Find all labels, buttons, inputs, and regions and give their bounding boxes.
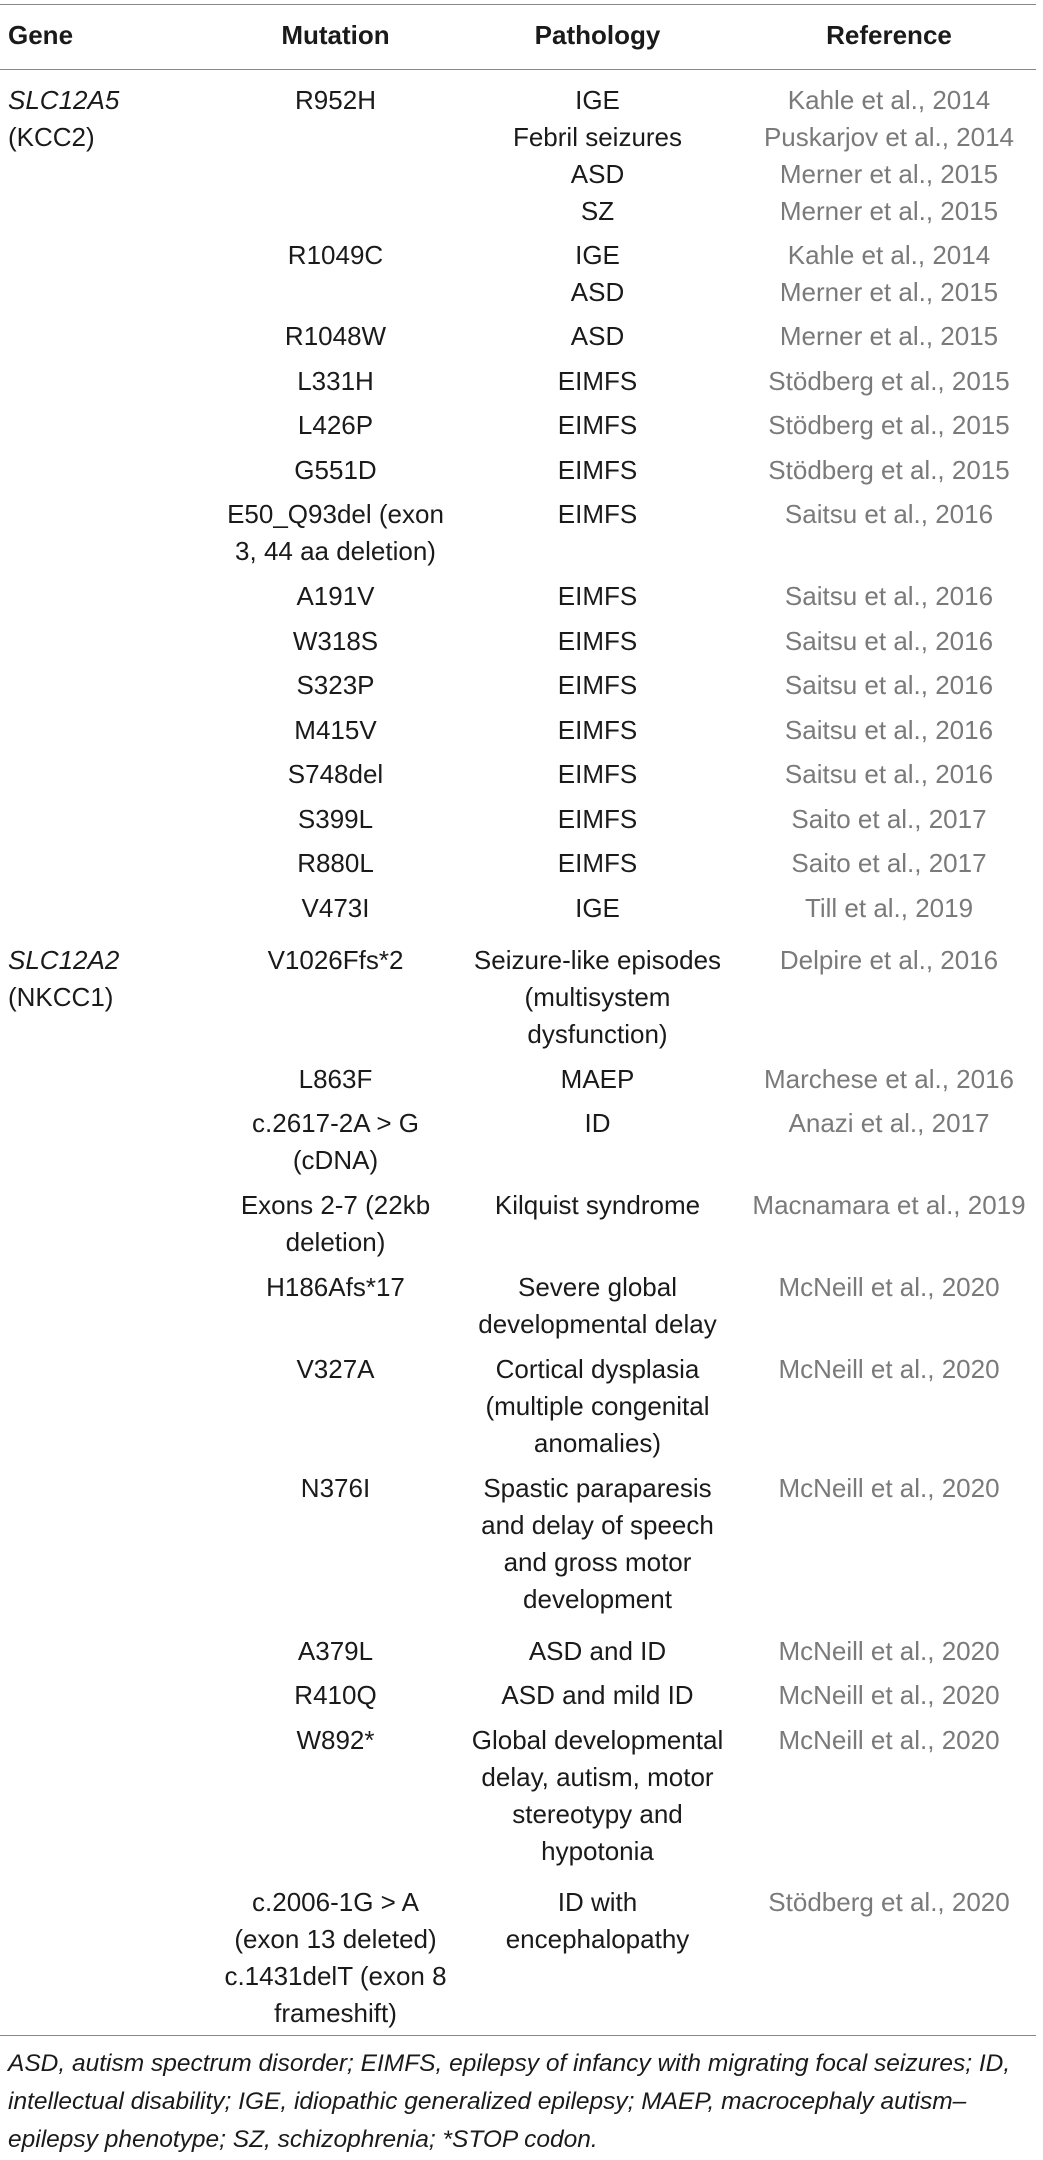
mutation-cell: c.1431delT (exon 8 xyxy=(224,1961,447,1991)
pathology-cell: dysfunction) xyxy=(527,1019,668,1049)
reference-cell: Saitsu et al., 2016 xyxy=(784,670,994,700)
pathology-cell: Global developmental xyxy=(471,1725,724,1755)
mutation-cell: R1049C xyxy=(287,240,384,270)
pathology-cell: EIMFS xyxy=(557,804,638,834)
pathology-cell: EIMFS xyxy=(557,759,638,789)
pathology-cell: IGE xyxy=(575,240,620,270)
pathology-cell: Kilquist syndrome xyxy=(494,1190,701,1220)
mutation-cell: 3, 44 aa deletion) xyxy=(235,536,436,566)
reference-cell: McNeill et al., 2020 xyxy=(778,1354,1000,1384)
mutation-cell: W892* xyxy=(296,1725,375,1755)
pathology-cell: EIMFS xyxy=(557,581,638,611)
mutation-cell: L863F xyxy=(298,1064,373,1094)
pathology-cell: hypotonia xyxy=(541,1836,654,1866)
pathology-cell: encephalopathy xyxy=(505,1924,690,1954)
pathology-cell: EIMFS xyxy=(557,455,638,485)
pathology-cell: EIMFS xyxy=(557,715,638,745)
table-bottom-rule xyxy=(0,2035,1036,2036)
mutation-cell: R952H xyxy=(295,85,376,115)
reference-cell: Saitsu et al., 2016 xyxy=(784,759,994,789)
pathology-cell: ID with xyxy=(557,1887,638,1917)
table-footnote: ASD, autism spectrum disorder; EIMFS, epilepsy of infancy with migrating focal seizures; ID, intellectual disability; IGE, idiopathic generalized epilepsy; MAEP, macrocephaly autism–epilepsy phenotype; SZ, schizophrenia; *STOP codon. xyxy=(8,2050,1011,2153)
reference-cell: Stödberg et al., 2015 xyxy=(768,455,1010,485)
pathology-cell: Severe global xyxy=(518,1272,677,1302)
pathology-cell: EIMFS xyxy=(557,366,638,396)
gene-name: SLC12A2 xyxy=(8,945,120,975)
reference-cell: Macnamara et al., 2019 xyxy=(752,1190,1026,1220)
pathology-cell: ASD xyxy=(570,159,625,189)
gene-protein: (KCC2) xyxy=(8,122,95,152)
pathology-cell: EIMFS xyxy=(557,848,638,878)
pathology-cell: delay, autism, motor xyxy=(481,1762,714,1792)
reference-cell: Saitsu et al., 2016 xyxy=(784,715,994,745)
reference-cell: Kahle et al., 2014 xyxy=(787,85,991,115)
reference-cell: Delpire et al., 2016 xyxy=(779,945,999,975)
pathology-cell: ID xyxy=(584,1108,611,1138)
mutation-cell: c.2617-2A > G xyxy=(252,1108,419,1138)
header-reference: Reference xyxy=(826,20,952,50)
reference-cell: McNeill et al., 2020 xyxy=(778,1680,1000,1710)
pathology-cell: and delay of speech xyxy=(481,1510,714,1540)
mutation-cell: V327A xyxy=(296,1354,375,1384)
pathology-cell: EIMFS xyxy=(557,410,638,440)
reference-cell: Till et al., 2019 xyxy=(804,893,974,923)
mutation-cell: N376I xyxy=(300,1473,371,1503)
mutation-cell: R880L xyxy=(297,848,374,878)
mutation-cell: c.2006-1G > A xyxy=(252,1887,419,1917)
reference-cell: McNeill et al., 2020 xyxy=(778,1272,1000,1302)
pathology-cell: ASD and ID xyxy=(528,1636,667,1666)
reference-cell: Merner et al., 2015 xyxy=(779,277,999,307)
pathology-cell: ASD xyxy=(570,321,625,351)
pathology-cell: IGE xyxy=(575,85,620,115)
reference-cell: McNeill et al., 2020 xyxy=(778,1725,1000,1755)
reference-cell: Merner et al., 2015 xyxy=(779,159,999,189)
reference-cell: Saito et al., 2017 xyxy=(791,848,987,878)
mutation-cell: E50_Q93del (exon xyxy=(227,499,444,529)
pathology-cell: MAEP xyxy=(560,1064,635,1094)
pathology-cell: ASD and mild ID xyxy=(501,1680,694,1710)
mutation-cell: S748del xyxy=(287,759,384,789)
reference-cell: Kahle et al., 2014 xyxy=(787,240,991,270)
mutation-cell: W318S xyxy=(292,626,379,656)
mutation-cell: M415V xyxy=(294,715,377,745)
mutation-cell: L331H xyxy=(297,366,374,396)
pathology-cell: Febril seizures xyxy=(512,122,683,152)
pathology-cell: (multisystem xyxy=(524,982,671,1012)
pathology-cell: Cortical dysplasia xyxy=(495,1354,700,1384)
pathology-cell: and gross motor xyxy=(503,1547,692,1577)
pathology-cell: EIMFS xyxy=(557,499,638,529)
reference-cell: Stödberg et al., 2015 xyxy=(768,410,1010,440)
mutation-cell: V1026Ffs*2 xyxy=(267,945,404,975)
reference-cell: Stödberg et al., 2020 xyxy=(768,1887,1010,1917)
pathology-cell: development xyxy=(523,1584,672,1614)
mutation-cell: Exons 2-7 (22kb xyxy=(240,1190,431,1220)
reference-cell: Stödberg et al., 2015 xyxy=(768,366,1010,396)
reference-cell: McNeill et al., 2020 xyxy=(778,1473,1000,1503)
pathology-cell: ASD xyxy=(570,277,625,307)
pathology-cell: EIMFS xyxy=(557,670,638,700)
header-pathology: Pathology xyxy=(534,20,661,50)
mutation-cell: L426P xyxy=(297,410,374,440)
pathology-cell: anomalies) xyxy=(533,1428,662,1458)
pathology-cell: SZ xyxy=(580,196,615,226)
reference-cell: McNeill et al., 2020 xyxy=(778,1636,1000,1666)
pathology-cell: developmental delay xyxy=(478,1309,717,1339)
mutation-cell: H186Afs*17 xyxy=(266,1272,405,1302)
reference-cell: Marchese et al., 2016 xyxy=(763,1064,1015,1094)
gene-protein: (NKCC1) xyxy=(8,982,114,1012)
reference-cell: Anazi et al., 2017 xyxy=(788,1108,990,1138)
table-top-rule xyxy=(0,4,1036,5)
header-mutation: Mutation xyxy=(281,20,390,50)
reference-cell: Saitsu et al., 2016 xyxy=(784,499,994,529)
mutation-cell: A191V xyxy=(296,581,375,611)
pathology-cell: EIMFS xyxy=(557,626,638,656)
header-rule xyxy=(0,69,1036,70)
mutation-cell: A379L xyxy=(297,1636,374,1666)
pathology-cell: stereotypy and xyxy=(512,1799,683,1829)
reference-cell: Merner et al., 2015 xyxy=(779,321,999,351)
mutation-cell: R410Q xyxy=(294,1680,377,1710)
mutation-cell: S399L xyxy=(297,804,374,834)
mutation-cell: V473I xyxy=(301,893,370,923)
mutation-cell: (exon 13 deleted) xyxy=(234,1924,437,1954)
pathology-cell: Spastic paraparesis xyxy=(483,1473,712,1503)
pathology-cell: Seizure-like episodes xyxy=(473,945,722,975)
mutation-cell: S323P xyxy=(296,670,375,700)
reference-cell: Saitsu et al., 2016 xyxy=(784,626,994,656)
reference-cell: Puskarjov et al., 2014 xyxy=(763,122,1015,152)
pathology-cell: (multiple congenital xyxy=(485,1391,710,1421)
mutation-cell: (cDNA) xyxy=(292,1145,379,1175)
reference-cell: Saito et al., 2017 xyxy=(791,804,987,834)
mutation-cell: frameshift) xyxy=(274,1998,397,2028)
header-gene: Gene xyxy=(8,20,74,50)
gene-name: SLC12A5 xyxy=(8,85,120,115)
reference-cell: Saitsu et al., 2016 xyxy=(784,581,994,611)
reference-cell: Merner et al., 2015 xyxy=(779,196,999,226)
mutation-cell: R1048W xyxy=(284,321,387,351)
pathology-cell: IGE xyxy=(575,893,620,923)
mutation-cell: G551D xyxy=(294,455,377,485)
mutation-cell: deletion) xyxy=(285,1227,386,1257)
